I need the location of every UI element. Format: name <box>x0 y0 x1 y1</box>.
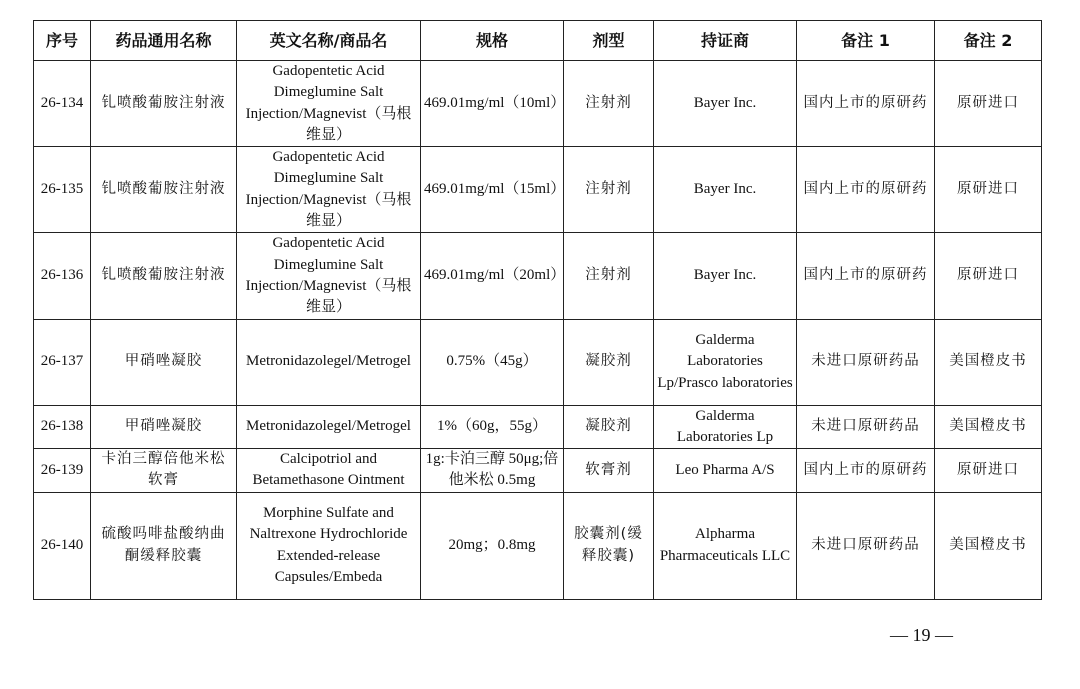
drug-english-name: Metronidazolegel/Metrogel <box>237 319 421 405</box>
row-id: 26-139 <box>34 449 91 493</box>
table-header <box>34 21 1042 61</box>
table-row <box>34 405 1042 449</box>
row-id: 26-135 <box>34 147 91 233</box>
note-1: 未进口原研药品 <box>797 319 935 405</box>
drug-generic-name: 钆喷酸葡胺注射液 <box>91 61 237 147</box>
note-2: 原研进口 <box>935 61 1042 147</box>
note-1: 国内上市的原研药 <box>797 233 935 319</box>
drug-english-name: Morphine Sulfate and Naltrexone Hydrochloride Extended-release Capsules/Embeda <box>237 492 421 599</box>
drug-form: 注射剂 <box>564 61 654 147</box>
license-holder: Galderma Laboratories Lp/Prasco laboratories <box>654 319 797 405</box>
table-body <box>34 61 1042 600</box>
drug-generic-name: 钆喷酸葡胺注射液 <box>91 147 237 233</box>
drug-generic-name: 钆喷酸葡胺注射液 <box>91 233 237 319</box>
column-header: 剂型 <box>564 21 654 61</box>
row-id: 26-140 <box>34 492 91 599</box>
drug-generic-name: 硫酸吗啡盐酸纳曲酮缓释胶囊 <box>91 492 237 599</box>
table-row <box>34 492 1042 599</box>
note-2: 美国橙皮书 <box>935 319 1042 405</box>
column-header: 序号 <box>34 21 91 61</box>
table-row <box>34 147 1042 233</box>
page-number: — 19 — <box>890 625 953 645</box>
drug-form: 胶囊剂(缓释胶囊) <box>564 492 654 599</box>
note-2: 美国橙皮书 <box>935 492 1042 599</box>
drug-list-table <box>33 20 1042 600</box>
row-id: 26-138 <box>34 405 91 449</box>
column-header: 备注 1 <box>797 21 935 61</box>
drug-english-name: Metronidazolegel/Metrogel <box>237 405 421 449</box>
column-header: 英文名称/商品名 <box>237 21 421 61</box>
drug-english-name: Calcipotriol and Betamethasone Ointment <box>237 449 421 493</box>
table-row <box>34 61 1042 147</box>
row-id: 26-134 <box>34 61 91 147</box>
license-holder: Leo Pharma A/S <box>654 449 797 493</box>
note-1: 国内上市的原研药 <box>797 147 935 233</box>
note-1: 未进口原研药品 <box>797 492 935 599</box>
license-holder: Alpharma Pharmaceuticals LLC <box>654 492 797 599</box>
column-header: 药品通用名称 <box>91 21 237 61</box>
column-header: 备注 2 <box>935 21 1042 61</box>
drug-english-name: Gadopentetic Acid Dimeglumine Salt Injection/Magnevist（马根维显） <box>237 147 421 233</box>
drug-spec: 1%（60g，55g） <box>421 405 564 449</box>
license-holder: Galderma Laboratories Lp <box>654 405 797 449</box>
note-2: 原研进口 <box>935 233 1042 319</box>
table-row <box>34 449 1042 493</box>
column-header: 规格 <box>421 21 564 61</box>
drug-generic-name: 甲硝唑凝胶 <box>91 405 237 449</box>
license-holder: Bayer Inc. <box>654 233 797 319</box>
table-row <box>34 319 1042 405</box>
note-1: 未进口原研药品 <box>797 405 935 449</box>
note-1: 国内上市的原研药 <box>797 61 935 147</box>
note-2: 原研进口 <box>935 147 1042 233</box>
drug-spec: 20mg；0.8mg <box>421 492 564 599</box>
table-row <box>34 233 1042 319</box>
drug-form: 注射剂 <box>564 147 654 233</box>
license-holder: Bayer Inc. <box>654 147 797 233</box>
drug-spec: 0.75%（45g） <box>421 319 564 405</box>
column-header: 持证商 <box>654 21 797 61</box>
drug-english-name: Gadopentetic Acid Dimeglumine Salt Injection/Magnevist（马根维显） <box>237 61 421 147</box>
drug-generic-name: 甲硝唑凝胶 <box>91 319 237 405</box>
drug-form: 凝胶剂 <box>564 319 654 405</box>
row-id: 26-136 <box>34 233 91 319</box>
row-id: 26-137 <box>34 319 91 405</box>
note-2: 美国橙皮书 <box>935 405 1042 449</box>
drug-form: 注射剂 <box>564 233 654 319</box>
license-holder: Bayer Inc. <box>654 61 797 147</box>
drug-spec: 469.01mg/ml（10ml） <box>421 61 564 147</box>
note-1: 国内上市的原研药 <box>797 449 935 493</box>
drug-english-name: Gadopentetic Acid Dimeglumine Salt Injection/Magnevist（马根维显） <box>237 233 421 319</box>
drug-spec: 469.01mg/ml（15ml） <box>421 147 564 233</box>
drug-form: 凝胶剂 <box>564 405 654 449</box>
drug-form: 软膏剂 <box>564 449 654 493</box>
header-row <box>34 21 1042 61</box>
drug-generic-name: 卡泊三醇倍他米松软膏 <box>91 449 237 493</box>
drug-spec: 469.01mg/ml（20ml） <box>421 233 564 319</box>
drug-spec: 1g:卡泊三醇 50μg;倍他米松 0.5mg <box>421 449 564 493</box>
note-2: 原研进口 <box>935 449 1042 493</box>
